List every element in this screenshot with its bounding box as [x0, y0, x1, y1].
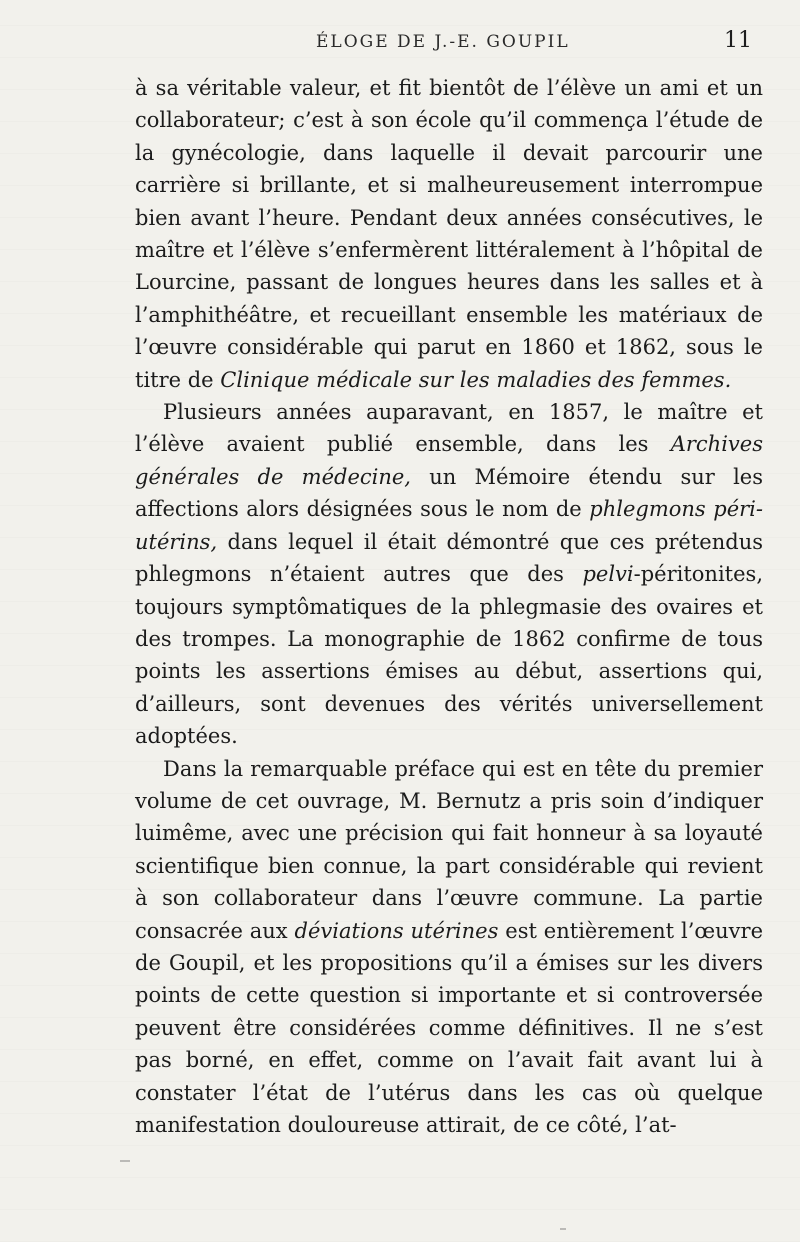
paragraph-1	[135, 72, 763, 396]
paragraph-2-text-b: un Mémoire étendu sur les affections alors désignées sous le nom de	[135, 464, 763, 522]
running-title: ÉLOGE DE J.-E. GOUPIL	[316, 32, 570, 52]
paragraph-3-text-a: Dans la remarquable préface qui est en tête du premier volume de cet ouvrage, M. Bernutz a pris soin d’indiquer luimême, avec une précision qui fait honneur à sa loyauté scientifique bien connue, la part considérable qui revient à son collaborateur dans l’œuvre commune. La partie consacrée aux	[135, 756, 763, 943]
page-number: 11	[724, 28, 752, 53]
journal-title-italic: Archives générales de médecine,	[135, 432, 763, 489]
paragraph-2-text-a: Plusieurs années auparavant, en 1857, le maître et l’élève avaient publié ensemble, dans les	[135, 400, 763, 457]
paragraph-1-text: à sa véritable valeur, et fit bientôt de l’élève un ami et un collaborateur; c’est à son école qu’il commença l’étude de la gynécologie, dans laquelle il devait parcourir une carrière si brillante, et si malheureusement interrompue bien avant l’heure. Pendant deux années consécutives, le maître et l’élève s’enfermèrent littéralement à l’hôpital de Lourcine, passant de longues heures dans les salles et à l’amphithéâtre, et recueillant ensemble les matériaux de l’œuvre considérable qui parut en 1860 et 1862, sous le titre de	[135, 76, 763, 392]
paragraph-2	[135, 396, 763, 752]
term-italic-phlegmons: phlegmons péri-utérins,	[135, 497, 763, 554]
body-text	[135, 72, 763, 1141]
speck-mark	[560, 1228, 566, 1230]
paragraph-2-text-d: -péritonites, toujours symptômatiques de la phlegmasie des ovaires et des trompes. La monographie de 1862 confirme de tous points les assertions émises au début, assertions qui, d’ailleurs, sont devenues des vérités universellement adoptées.	[135, 562, 763, 749]
paragraph-3-text-b: est entièrement l’œuvre de Goupil, et les propositions qu’il a émises sur les divers points de cette question si importante et si controversée peuvent être considérées comme définitives. Il ne s’est pas borné, en effet, comme on l’avait fait avant lui à constater l’état de l’utérus dans les cas où quelque manifestation douloureuse attirait, de ce côté, l’at-	[135, 918, 764, 1137]
paragraph-2-text-c: dans lequel il était démontré que ces prétendus phlegmons n’étaient autres que des	[135, 529, 763, 587]
paragraph-3	[135, 753, 763, 1142]
term-italic-pelvi: pelvi	[582, 562, 634, 587]
term-italic-deviations: déviations utérines	[294, 918, 499, 943]
speck-mark	[120, 1160, 130, 1162]
book-title-italic: Clinique médicale sur les maladies des femmes.	[220, 367, 732, 392]
